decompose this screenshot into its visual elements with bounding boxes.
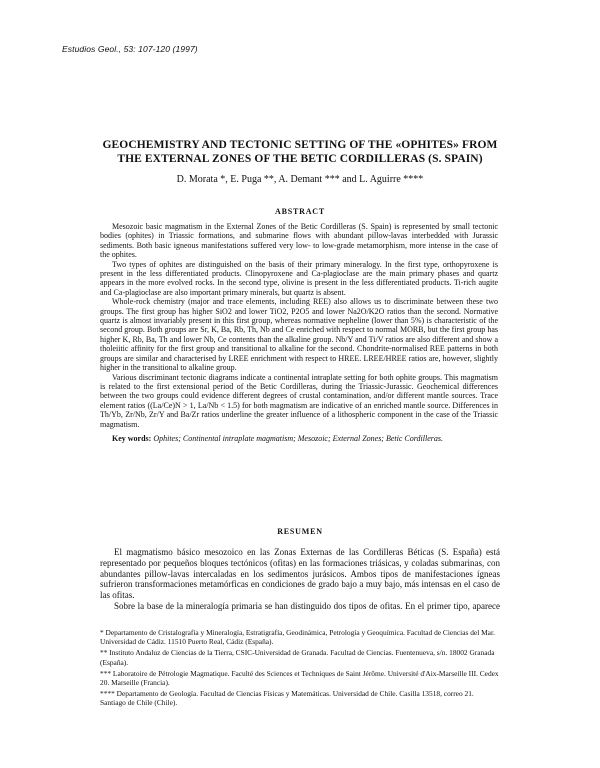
abstract-paragraph: Whole-rock chemistry (major and trace elements, including REE) also allows us to discriminate between these two groups. The first group has higher SiO2 and lower TiO2, P2O5 and lower Na2O/K2O ratios than the second. Normative quartz is almost invariably present in this first group, whereas normative nepheline (lower than 5%) is characteristic of the second group. Both groups are Sr, K, Ba, Rb, Th, Nb and Ce enriched with respect to normal MORB, but the first group has higher K, Rb, Ba, Th and lower Nb, Ce contents than the alkaline group. Nb/Y and Ti/V ratios are also different and show a tholeiitic affinity for the first group and transitional to alkaline for the second. Chondrite-normalised REE patterns in both groups are similar and characterised by LREE enrichment with respect to HREE. LREE/HREE ratios are, however, slightly higher in the transitional to alkaline group.	[100, 297, 498, 373]
paper-title-line-1: GEOCHEMISTRY AND TECTONIC SETTING OF THE «OPHITES» FROM	[102, 139, 498, 151]
footnote: * Departamento de Cristalografía y Mineralogía, Estratigrafía, Geodinámica, Petrología y Geoquímica. Facultad de Ciencias del Mar. Universidad de Cádiz. 11510 Puerto Real, Cádiz (España).	[100, 628, 495, 647]
resumen-paragraph: Sobre la base de la mineralogía primaria se han distinguido dos tipos de ofitas. En el primer tipo, aparece	[114, 600, 500, 611]
abstract-paragraph: Various discriminant tectonic diagrams indicate a continental intraplate setting for both ophite groups. This magmatism is related to the first extensional period of the Betic Cordilleras, during the Triassic-Jurassic. Geochemical differences between the two groups could evidence different degrees of crustal contamination, and/or different mantle sources. Trace element ratios ((La/Ce)N > 1, La/Nb < 1.5) for both magmatism are indicative of an enriched mantle source. Differences in Th/Yb, Zr/Nb, Zr/Y and Ba/Zr ratios underline the greater influence of a lithospheric component in the case of the Triassic magmatism.	[100, 372, 498, 429]
author-list: D. Morata *, E. Puga **, A. Demant *** and L. Aguirre ****	[176, 174, 424, 185]
footnote: ** Instituto Andaluz de Ciencias de la Tierra, CSIC-Universidad de Granada. Facultad de Ciencias. Fuentenueva, s/n. 18002 Granada (España).	[100, 648, 495, 667]
paper-title	[60, 138, 540, 166]
keywords-line	[100, 434, 498, 443]
resumen-paragraph: El magmatismo básico mesozoico en las Zonas Externas de las Cordilleras Béticas (S. España) está representado por pequeños bloques tectónicos (ofitas) en las formaciones triásicas, y coladas submarinas, con abundantes pillow-lavas intercaladas en los sedimentos jurásicos. Ambos tipos de manifestaciones ígneas sufrieron transformaciones metamórficas en condiciones de grado bajo a muy bajo, más intensas en el caso de las ofitas.	[100, 547, 500, 601]
abstract-paragraph: Two types of ophites are distinguished on the basis of their primary mineralogy. In the first type, orthopyroxene is present in the less differentiated products. Clinopyroxene and Ca-plagioclase are the main primary phases and quartz appears in the more evolved rocks. In the second type, olivine is present in the less differentiated products. Ti-rich augite and Ca-plagioclase are also important primary minerals, but quartz is absent.	[100, 259, 498, 297]
abstract-heading: ABSTRACT	[275, 207, 325, 216]
affiliation-footnotes	[100, 628, 500, 710]
keywords-text: Ophites; Continental intraplate magmatism; Mesozoic; External Zones; Betic Cordilleras.	[153, 433, 443, 443]
resumen-body	[100, 547, 500, 611]
abstract-body	[100, 222, 498, 443]
footnote: **** Departamento de Geología. Facultad de Ciencias Físicas y Matemáticas. Universidad de Chile. Casilla 13518, correo 21. Santiago de Chile (Chile).	[100, 689, 474, 708]
abstract-paragraph: Mesozoic basic magmatism in the External Zones of the Betic Cordilleras (S. Spain) is represented by small tectonic bodies (ophites) in Triassic formations, and submarine flows with abundant pillow-lavas interbedded with Jurassic sediments. Both basic igneous manifestations suffered very low- to low-grade metamorphism, more intense in the case of the ophites.	[100, 222, 498, 260]
paper-title-line-2: THE EXTERNAL ZONES OF THE BETIC CORDILLERAS (S. SPAIN)	[117, 153, 483, 165]
resumen-heading: RESUMEN	[277, 527, 323, 536]
footnote: *** Laboratoire de Pétrologie Magmatique. Faculté des Sciences et Techniques de Saint Jérôme. Université d'Aix-Marseille III. Cedex 20. Marseille (Francia).	[100, 668, 499, 688]
journal-reference: Estudios Geol., 53: 107-120 (1997)	[62, 44, 198, 54]
keywords-label: Key words:	[112, 433, 152, 443]
